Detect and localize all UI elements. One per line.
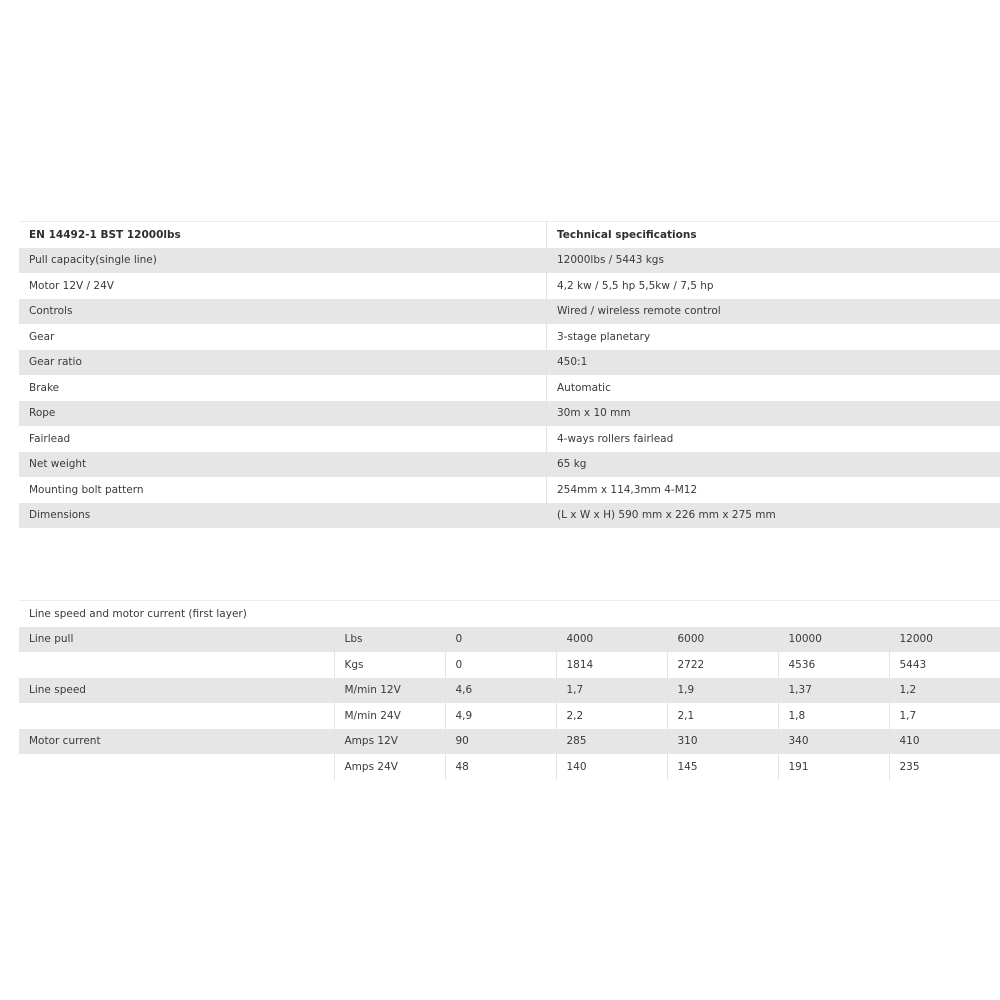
speed-cell: 340 [778, 729, 889, 755]
spec-label: Controls [19, 299, 547, 325]
spec-value: 65 kg [547, 452, 1000, 478]
speed-unit: Lbs [334, 627, 445, 653]
speed-unit: M/min 24V [334, 703, 445, 729]
spec-value: (L x W x H) 590 mm x 226 mm x 275 mm [547, 503, 1000, 529]
speed-group: Line pull [19, 627, 334, 653]
spec-header-model: EN 14492-1 BST 12000lbs [19, 222, 547, 248]
speed-cell: 4,6 [445, 678, 556, 704]
speed-unit: Amps 24V [334, 754, 445, 780]
spec-value: Automatic [557, 381, 611, 394]
speed-group [19, 652, 334, 678]
spec-value: 450:1 [547, 350, 1000, 376]
spec-value: 12000lbs / 5443 kgs [547, 248, 1000, 274]
spec-header-title: Technical specifications [547, 222, 1000, 248]
speed-cell: 1814 [556, 652, 667, 678]
speed-group [19, 754, 334, 780]
spec-label: Rope [19, 401, 547, 427]
speed-unit: Kgs [334, 652, 445, 678]
speed-unit: Amps 12V [334, 729, 445, 755]
speed-row [19, 627, 1000, 653]
speed-cell: 1,37 [778, 678, 889, 704]
spec-row [19, 426, 1000, 452]
spec-label: Brake [19, 375, 547, 401]
spec-label: Net weight [19, 452, 547, 478]
speed-cell: 5443 [899, 658, 927, 671]
spec-row [19, 350, 1000, 376]
speed-cell: 410 [889, 729, 1000, 755]
spec-value: 30m x 10 mm [547, 401, 1000, 427]
speed-cell: 1,2 [889, 678, 1000, 704]
speed-table-title: Line speed and motor current (first layer) [19, 601, 1000, 627]
spec-table [19, 221, 1000, 528]
spec-row [19, 477, 1000, 503]
spec-value: 4-ways rollers fairlead [557, 432, 674, 445]
speed-cell: 1,9 [667, 678, 778, 704]
spec-label: Motor 12V / 24V [19, 273, 547, 299]
speed-title-row [19, 601, 1000, 627]
speed-row [19, 729, 1000, 755]
speed-unit: M/min 12V [334, 678, 445, 704]
spec-row [19, 375, 1000, 401]
speed-group: Motor current [19, 729, 334, 755]
speed-cell: 145 [667, 754, 778, 780]
spec-row [19, 401, 1000, 427]
speed-cell: 2722 [667, 652, 778, 678]
spec-row [19, 324, 1000, 350]
speed-cell: 4,9 [445, 703, 556, 729]
speed-cell: 2,2 [556, 703, 667, 729]
spec-row [19, 503, 1000, 529]
speed-cell: 140 [556, 754, 667, 780]
speed-cell: 12000 [889, 627, 1000, 653]
spec-label: Gear [19, 324, 547, 350]
speed-row [19, 703, 1000, 729]
speed-cell: 0 [445, 627, 556, 653]
speed-cell: 10000 [778, 627, 889, 653]
speed-cell: 235 [899, 760, 920, 773]
speed-cell: 90 [445, 729, 556, 755]
spec-label: Gear ratio [19, 350, 547, 376]
speed-cell: 1,7 [899, 709, 917, 722]
speed-cell: 285 [556, 729, 667, 755]
speed-cell: 6000 [667, 627, 778, 653]
speed-row [19, 754, 1000, 780]
speed-cell: 191 [778, 754, 889, 780]
speed-table [19, 600, 1000, 780]
spec-row [19, 299, 1000, 325]
speed-cell: 4536 [778, 652, 889, 678]
spec-label: Mounting bolt pattern [19, 477, 547, 503]
spec-row [19, 452, 1000, 478]
speed-cell: 310 [667, 729, 778, 755]
speed-cell: 1,8 [778, 703, 889, 729]
speed-group: Line speed [19, 678, 334, 704]
speed-row [19, 652, 1000, 678]
speed-group [19, 703, 334, 729]
spec-value: 254mm x 114,3mm 4-M12 [557, 483, 698, 496]
spec-label: Fairlead [19, 426, 547, 452]
spec-row [19, 248, 1000, 274]
speed-cell: 48 [445, 754, 556, 780]
spec-value: Wired / wireless remote control [547, 299, 1000, 325]
speed-cell: 2,1 [667, 703, 778, 729]
speed-row [19, 678, 1000, 704]
spec-label: Dimensions [19, 503, 547, 529]
speed-cell: 1,7 [556, 678, 667, 704]
spec-value: 3-stage planetary [557, 330, 651, 343]
spec-value: 4,2 kw / 5,5 hp 5,5kw / 7,5 hp [557, 279, 714, 292]
speed-cell: 4000 [556, 627, 667, 653]
spec-label: Pull capacity(single line) [19, 248, 547, 274]
spec-header-row [19, 222, 1000, 248]
speed-cell: 0 [445, 652, 556, 678]
spec-row [19, 273, 1000, 299]
